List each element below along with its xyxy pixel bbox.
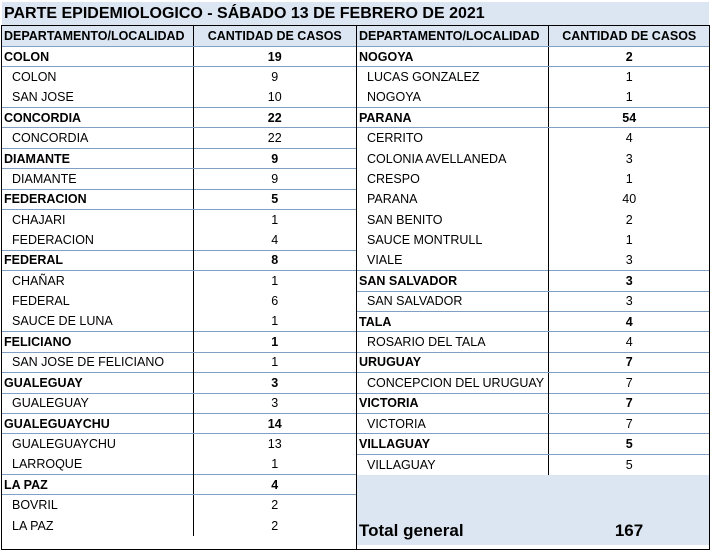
locality-name: COLONIA AVELLANEDA [356,148,548,168]
case-count: 4 [625,131,633,146]
case-count: 1 [271,274,279,289]
locality-row [356,250,710,270]
department-row [1,413,356,433]
department-name: VILLAGUAY [356,434,548,454]
case-count: 10 [267,90,282,105]
location-column-header: DEPARTAMENTO/LOCALIDAD [1,26,193,46]
case-count: 1 [625,90,633,105]
case-count: 1 [271,355,279,370]
department-name: TALA [356,311,548,331]
department-name: SAN SALVADOR [356,271,548,291]
case-count: 14 [193,413,356,433]
department-name: DIAMANTE [1,148,193,168]
locality-row [356,148,710,168]
locality-row [356,413,710,433]
case-count: 5 [193,189,356,209]
case-count: 3 [625,151,633,166]
locality-name: FEDERAL [1,291,193,311]
department-row [356,352,710,372]
location-column-header: DEPARTAMENTO/LOCALIDAD [356,26,548,46]
case-count: 9 [271,171,279,186]
locality-row [356,189,710,209]
left-border [1,25,2,550]
locality-name: NOGOYA [356,87,548,107]
department-name: FELICIANO [1,332,193,352]
title-bottom-rule [1,25,710,26]
locality-row [1,128,356,148]
case-count: 3 [271,396,279,411]
locality-name: CONCEPCION DEL URUGUAY [356,373,548,393]
locality-row [1,495,356,515]
locality-name: PARANA [356,189,548,209]
locality-row [356,230,710,250]
case-count: 7 [548,352,710,372]
locality-row [1,230,356,250]
department-row [1,475,356,495]
locality-row [356,210,710,230]
case-count: 1 [625,70,633,85]
locality-name: SAUCE DE LUNA [1,311,193,331]
locality-name: CONCORDIA [1,128,193,148]
cases-column-header: CANTIDAD DE CASOS [193,26,356,46]
department-row [356,393,710,413]
department-name: LA PAZ [1,475,193,495]
department-row [1,148,356,168]
case-count: 4 [625,335,633,350]
case-count: 1 [271,314,279,329]
locality-row [356,454,710,474]
department-row [1,108,356,128]
case-count: 40 [622,192,637,207]
locality-name: COLON [1,67,193,87]
case-count: 3 [625,294,633,309]
case-count: 2 [271,518,279,533]
case-count: 5 [548,434,710,454]
case-count: 7 [625,375,633,390]
locality-row [356,373,710,393]
department-name: FEDERAL [1,250,193,270]
locality-row [356,332,710,352]
locality-name: SAN JOSE DE FELICIANO [1,352,193,372]
bottom-border [1,549,710,550]
locality-name: CHAÑAR [1,271,193,291]
locality-row [356,169,710,189]
case-count: 4 [271,232,279,247]
case-count: 3 [548,271,710,291]
locality-name: SAUCE MONTRULL [356,230,548,250]
locality-name: SAN BENITO [356,210,548,230]
department-row [356,311,710,331]
case-count: 4 [193,475,356,495]
locality-name: LUCAS GONZALEZ [356,67,548,87]
cases-column-header: CANTIDAD DE CASOS [548,26,710,46]
case-count: 3 [625,253,633,268]
department-name: VICTORIA [356,393,548,413]
department-row [356,434,710,454]
case-count: 3 [193,373,356,393]
case-count: 6 [271,294,279,309]
department-name: FEDERACION [1,189,193,209]
locality-row [1,311,356,331]
case-count: 19 [193,46,356,66]
locality-name: CHAJARI [1,210,193,230]
case-count: 7 [625,416,633,431]
case-count: 2 [548,46,710,66]
locality-row [356,67,710,87]
case-count: 2 [271,498,279,513]
left-cases-table [1,26,356,536]
locality-name: SAN JOSE [1,87,193,107]
locality-row [1,434,356,454]
case-count: 1 [271,457,279,472]
right-border [709,25,710,550]
locality-name: ROSARIO DEL TALA [356,332,548,352]
locality-name: VILLAGUAY [356,454,548,474]
case-count: 7 [548,393,710,413]
department-row [1,250,356,270]
locality-name: LA PAZ [1,515,193,535]
case-count: 22 [193,108,356,128]
department-name: CONCORDIA [1,108,193,128]
case-count: 1 [193,332,356,352]
department-name: GUALEGUAYCHU [1,413,193,433]
department-row [1,189,356,209]
department-row [356,108,710,128]
locality-row [1,352,356,372]
locality-row [1,210,356,230]
department-name: PARANA [356,108,548,128]
department-row [1,373,356,393]
locality-name: FEDERACION [1,230,193,250]
left-table-header [1,26,356,46]
locality-name: BOVRIL [1,495,193,515]
department-name: COLON [1,46,193,66]
locality-row [1,291,356,311]
department-name: URUGUAY [356,352,548,372]
locality-row [1,271,356,291]
case-count: 9 [193,148,356,168]
locality-row [1,515,356,535]
case-count: 54 [548,108,710,128]
locality-name: CRESPO [356,169,548,189]
filler-cell [356,475,710,517]
locality-row [1,393,356,413]
total-label: Total general [356,517,548,545]
department-name: GUALEGUAY [1,373,193,393]
case-count: 22 [267,131,282,146]
right-cases-table [356,26,710,545]
department-row [1,332,356,352]
locality-row [1,67,356,87]
locality-name: SAN SALVADOR [356,291,548,311]
locality-name: VICTORIA [356,413,548,433]
locality-name: LARROQUE [1,454,193,474]
locality-name: CERRITO [356,128,548,148]
filler-row [356,475,710,517]
report-title: PARTE EPIDEMIOLOGICO - SÁBADO 13 DE FEBRERO DE 2021 [2,2,709,25]
locality-row [356,87,710,107]
locality-row [356,128,710,148]
department-name: NOGOYA [356,46,548,66]
locality-row [1,87,356,107]
department-row [1,46,356,66]
total-row [356,517,710,545]
case-count: 1 [625,233,633,248]
total-value: 167 [548,517,710,545]
locality-row [1,454,356,474]
right-table-header [356,26,710,46]
locality-row [1,169,356,189]
department-row [356,271,710,291]
case-count: 9 [271,70,279,85]
locality-row [356,291,710,311]
locality-name: GUALEGUAYCHU [1,434,193,454]
case-count: 5 [625,457,633,472]
case-count: 13 [267,437,282,452]
case-count: 4 [548,311,710,331]
case-count: 2 [625,212,633,227]
center-divider [356,25,357,550]
case-count: 8 [193,250,356,270]
department-row [356,46,710,66]
locality-name: DIAMANTE [1,169,193,189]
locality-name: GUALEGUAY [1,393,193,413]
case-count: 1 [625,171,633,186]
case-count: 1 [271,212,279,227]
locality-name: VIALE [356,250,548,270]
